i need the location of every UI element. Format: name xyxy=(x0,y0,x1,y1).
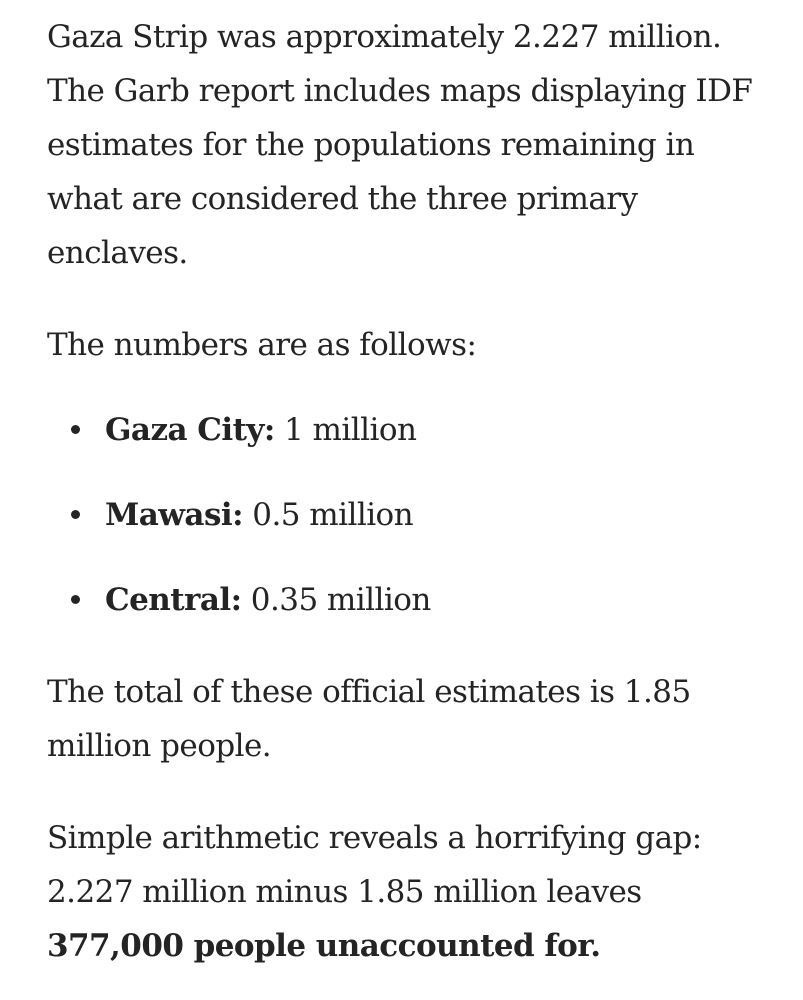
paragraph-total: The total of these official estimates is 1.85 million people. xyxy=(47,674,691,764)
list-item xyxy=(47,403,767,457)
list-item-value: 0.5 million xyxy=(243,497,414,533)
list-item-label: Mawasi: xyxy=(105,497,243,533)
list-item-value: 1 million xyxy=(274,412,417,448)
article-body xyxy=(47,10,767,973)
bullet-icon xyxy=(71,595,80,604)
enclave-list xyxy=(47,403,767,627)
paragraph-arithmetic xyxy=(47,811,767,973)
list-item-value: 0.35 million xyxy=(241,582,431,618)
list-item-label: Gaza City: xyxy=(105,412,275,448)
arithmetic-text: Simple arithmetic reveals a horrifying gap: 2.227 million minus 1.85 million leaves xyxy=(47,820,702,910)
list-item xyxy=(47,488,767,542)
paragraph-numbers-intro: The numbers are as follows: xyxy=(47,327,477,363)
list-item xyxy=(47,573,767,627)
unaccounted-highlight: 377,000 people unaccounted for. xyxy=(47,928,601,964)
bullet-icon xyxy=(71,510,80,519)
list-item-label: Central: xyxy=(105,582,242,618)
bullet-icon xyxy=(71,425,80,434)
paragraph-population: Gaza Strip was approximately 2.227 million. The Garb report includes maps displaying IDF estimates for the populations remaining in what are considered the three primary enclaves. xyxy=(47,19,753,271)
